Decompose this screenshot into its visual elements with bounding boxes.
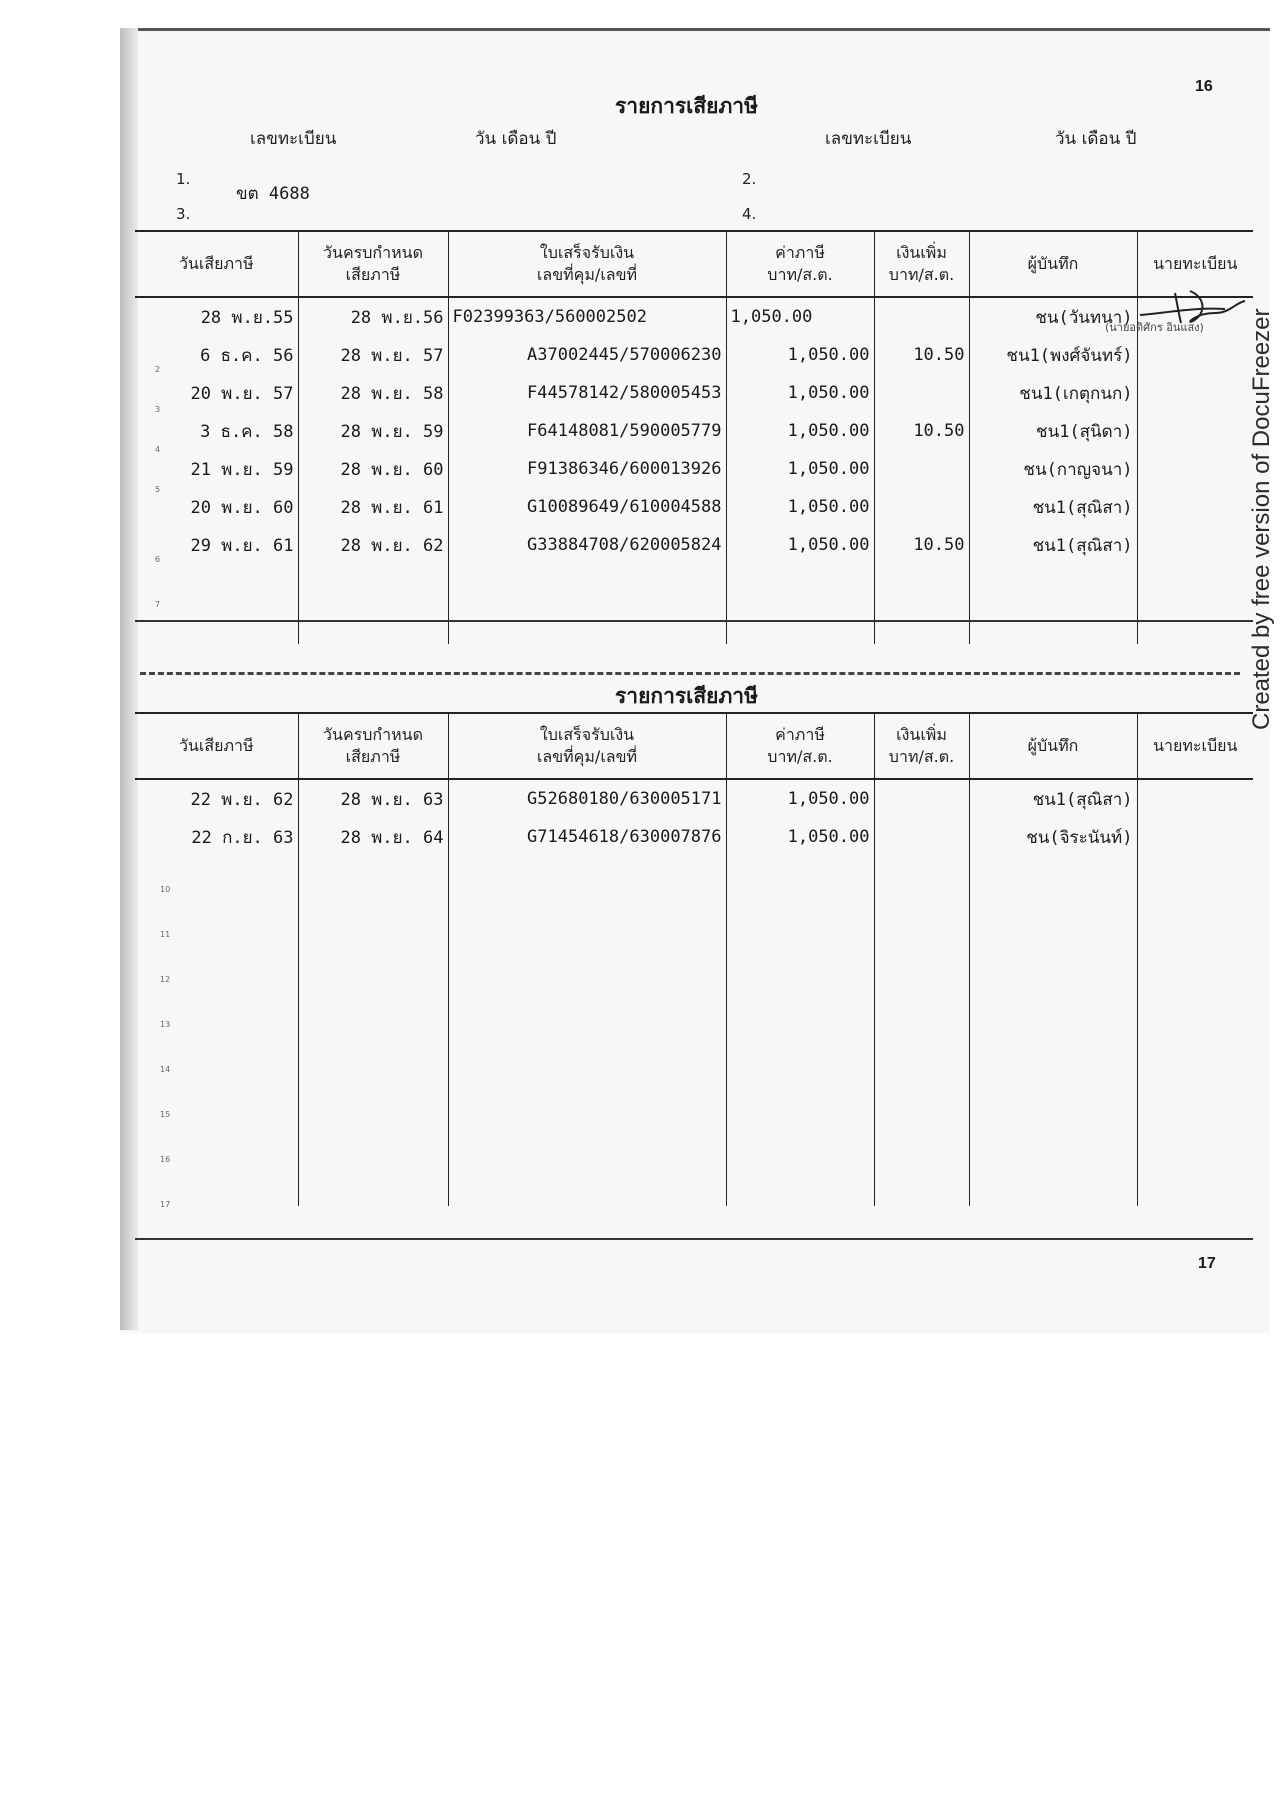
header-registrar: นายทะเบียน — [1137, 231, 1253, 297]
table-row — [135, 412, 1253, 450]
cell-due-date: 28 พ.ย. 62 — [298, 526, 448, 564]
cell-receipt: G52680180/630005171 — [448, 779, 726, 818]
cell-extra — [874, 450, 969, 488]
cell-tax: 1,050.00 — [726, 336, 874, 374]
margin-line-number: 17 — [160, 1200, 171, 1209]
margin-line-number: 12 — [160, 975, 171, 984]
reg-index-3: 3. — [176, 205, 191, 223]
cell-recorder: ชน1(สุณิสา) — [969, 779, 1137, 818]
cell-pay-date: 28 พ.ย.55 — [200, 307, 294, 328]
cell-tax: 1,050.00 — [726, 297, 874, 336]
cell-extra — [874, 374, 969, 412]
cell-due-date: 28 พ.ย. 63 — [298, 779, 448, 818]
cell-registrar — [1137, 526, 1253, 564]
cell-registrar — [1137, 488, 1253, 526]
page-number-bottom: 17 — [1198, 1255, 1216, 1272]
tax-table-bottom — [135, 712, 1253, 1206]
cell-pay-date: 21 พ.ย. 59 — [190, 459, 294, 480]
header-due-date: วันครบกำหนด เสียภาษี — [298, 231, 448, 297]
cell-receipt: G10089649/610004588 — [448, 488, 726, 526]
cell-due-date: 28 พ.ย. 58 — [298, 374, 448, 412]
reg-label-left: เลขทะเบียน — [250, 129, 337, 149]
cell-tax: 1,050.00 — [726, 374, 874, 412]
cell-tax: 1,050.00 — [726, 526, 874, 564]
section-title-top: รายการเสียภาษี — [615, 94, 758, 118]
cell-recorder: ชน1(สุนิดา) — [969, 412, 1137, 450]
table-row-empty — [135, 856, 1253, 1206]
margin-line-number: 15 — [160, 1110, 171, 1119]
cell-receipt: F44578142/580005453 — [448, 374, 726, 412]
margin-line-number: 4 — [155, 445, 161, 454]
margin-line-number: 11 — [160, 930, 171, 939]
table-row — [135, 818, 1253, 856]
table-bottom-rule — [135, 1238, 1253, 1240]
registration-number: ขต 4688 — [236, 184, 310, 204]
cell-tax: 1,050.00 — [726, 412, 874, 450]
cell-recorder: ชน1(เกตุกนก) — [969, 374, 1137, 412]
cell-due-date: 28 พ.ย. 61 — [298, 488, 448, 526]
cell-tax: 1,050.00 — [726, 818, 874, 856]
table-row — [135, 779, 1253, 818]
cell-pay-date: 3 ธ.ค. 58 — [200, 421, 294, 442]
header-due-date: วันครบกำหนด เสียภาษี — [298, 713, 448, 779]
cell-registrar — [1137, 779, 1253, 818]
cell-due-date: 28 พ.ย.56 — [298, 297, 448, 336]
margin-line-number: 6 — [155, 555, 161, 564]
cell-receipt: F91386346/600013926 — [448, 450, 726, 488]
cell-due-date: 28 พ.ย. 60 — [298, 450, 448, 488]
margin-line-number: 7 — [155, 600, 161, 609]
header-pay-date: วันเสียภาษี — [135, 713, 298, 779]
cell-extra — [874, 818, 969, 856]
cell-receipt: G33884708/620005824 — [448, 526, 726, 564]
header-extra: เงินเพิ่ม บาท/ส.ต. — [874, 713, 969, 779]
table-row — [135, 336, 1253, 374]
cell-pay-date: 20 พ.ย. 57 — [190, 383, 294, 404]
header-tax: ค่าภาษี บาท/ส.ต. — [726, 713, 874, 779]
cell-recorder: ชน1(พงศ์จันทร์) — [969, 336, 1137, 374]
page-separator — [140, 672, 1240, 675]
cell-pay-date: 29 พ.ย. 61 — [190, 535, 294, 556]
cell-extra: 10.50 — [874, 526, 969, 564]
cell-tax: 1,050.00 — [726, 779, 874, 818]
header-extra: เงินเพิ่ม บาท/ส.ต. — [874, 231, 969, 297]
cell-receipt: A37002445/570006230 — [448, 336, 726, 374]
header-receipt: ใบเสร็จรับเงิน เลขที่คุม/เลขที่ — [448, 231, 726, 297]
reg-index-1: 1. — [176, 170, 191, 188]
cell-tax: 1,050.00 — [726, 450, 874, 488]
watermark-text: Created by free version of DocuFreezer — [1248, 308, 1275, 730]
cell-recorder: ชน(จิระนันท์) — [969, 818, 1137, 856]
margin-line-number: 13 — [160, 1020, 171, 1029]
cell-receipt: F02399363/560002502 — [448, 297, 726, 336]
reg-index-4: 4. — [742, 205, 757, 223]
cell-registrar — [1137, 412, 1253, 450]
section-title-bottom: รายการเสียภาษี — [615, 684, 758, 708]
cell-extra: 10.50 — [874, 412, 969, 450]
cell-recorder: ชน(กาญจนา) — [969, 450, 1137, 488]
table-row — [135, 488, 1253, 526]
cell-receipt: F64148081/590005779 — [448, 412, 726, 450]
page-number-top: 16 — [1195, 78, 1213, 95]
cell-due-date: 28 พ.ย. 64 — [298, 818, 448, 856]
cell-registrar — [1137, 336, 1253, 374]
cell-extra — [874, 488, 969, 526]
tax-table-top — [135, 230, 1253, 644]
cell-registrar — [1137, 818, 1253, 856]
table-row — [135, 297, 1253, 336]
table-bottom-rule — [135, 620, 1253, 622]
cell-extra — [874, 297, 969, 336]
header-recorder: ผู้บันทึก — [969, 713, 1137, 779]
cell-extra: 10.50 — [874, 336, 969, 374]
cell-extra — [874, 779, 969, 818]
header-receipt: ใบเสร็จรับเงิน เลขที่คุม/เลขที่ — [448, 713, 726, 779]
cell-receipt: G71454618/630007876 — [448, 818, 726, 856]
cell-registrar — [1137, 374, 1253, 412]
table-row-empty — [135, 564, 1253, 644]
cell-recorder: ชน1(สุณิสา) — [969, 526, 1137, 564]
table-row — [135, 374, 1253, 412]
cell-due-date: 28 พ.ย. 57 — [298, 336, 448, 374]
date-label-right: วัน เดือน ปี — [1055, 129, 1137, 149]
cell-tax: 1,050.00 — [726, 488, 874, 526]
cell-registrar — [1137, 450, 1253, 488]
margin-line-number: 2 — [155, 365, 161, 374]
margin-line-number: 3 — [155, 405, 161, 414]
header-registrar: นายทะเบียน — [1137, 713, 1253, 779]
cell-recorder: ชน1(สุณิสา) — [969, 488, 1137, 526]
table-row — [135, 450, 1253, 488]
header-recorder: ผู้บันทึก — [969, 231, 1137, 297]
cell-due-date: 28 พ.ย. 59 — [298, 412, 448, 450]
margin-line-number: 5 — [155, 485, 161, 494]
reg-label-right: เลขทะเบียน — [825, 129, 912, 149]
header-tax: ค่าภาษี บาท/ส.ต. — [726, 231, 874, 297]
date-label-left: วัน เดือน ปี — [475, 129, 557, 149]
margin-line-number: 14 — [160, 1065, 171, 1074]
table-row — [135, 526, 1253, 564]
header-pay-date: วันเสียภาษี — [135, 231, 298, 297]
reg-index-2: 2. — [742, 170, 757, 188]
cell-pay-date: 6 ธ.ค. 56 — [200, 345, 294, 366]
margin-line-number: 10 — [160, 885, 171, 894]
cell-pay-date: 20 พ.ย. 60 — [190, 497, 294, 518]
margin-line-number: 16 — [160, 1155, 171, 1164]
cell-recorder: ชน(วันทนา) — [969, 297, 1137, 336]
cell-pay-date: 22 พ.ย. 62 — [190, 789, 294, 810]
cell-pay-date: 22 ก.ย. 63 — [191, 827, 294, 848]
signature-caption: (นายอดิศักร อินแสง) — [1105, 321, 1204, 334]
